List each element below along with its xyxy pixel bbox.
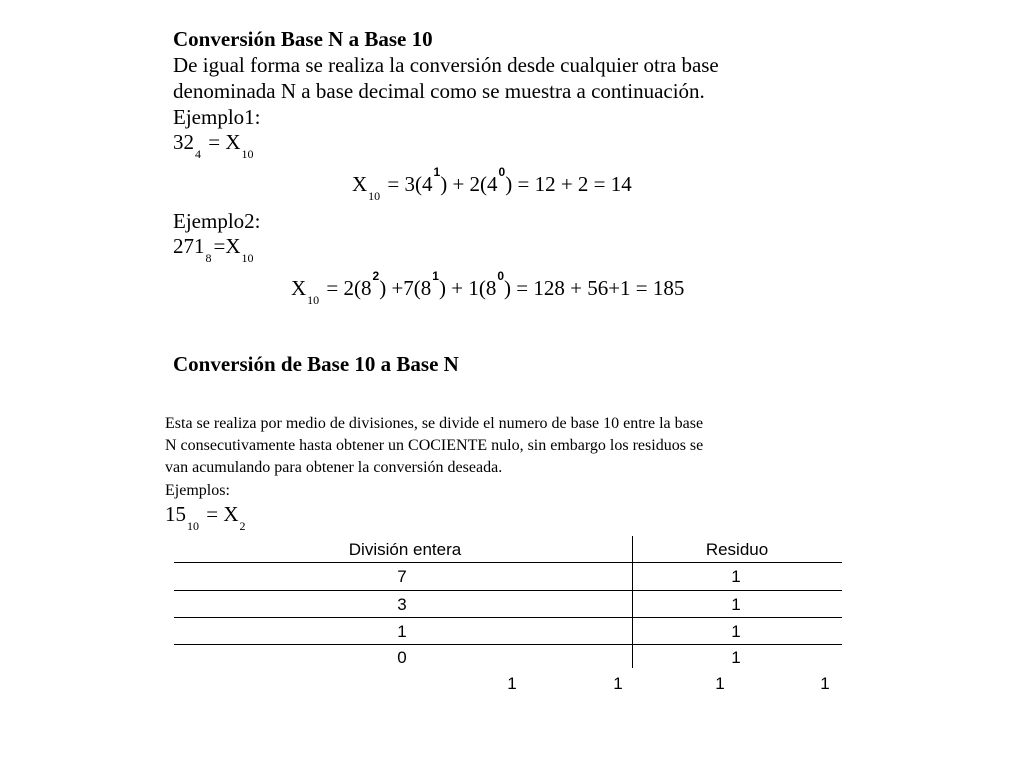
section1-title: Conversión Base N a Base 10 [173,27,433,51]
table-remainder: 1 [731,622,741,641]
example2-base: 8 [205,251,212,265]
example1-number: 32 [173,130,194,154]
example1-target-base: 10 [241,147,254,161]
examples-label: Ejemplos: [165,482,230,499]
formula1-part2: ) + 2(4 [440,172,498,196]
formula1-part1: = 3(4 [382,172,433,196]
example2-equals: =X [213,234,241,258]
table-column-divider [632,536,633,668]
section1-intro-line1: De igual forma se realiza la conversión desde cualquier otra base [173,53,719,77]
example3-base: 10 [187,519,199,533]
table-remainder: 1 [731,595,741,614]
table-header-quotient: División entera [348,540,462,559]
table-header-remainder: Residuo [705,540,769,559]
formula2-exp1: 2 [372,269,380,283]
section2-para-line1: Esta se realiza por medio de divisiones, se divide el numero de base 10 entre la base [165,415,704,432]
table-rule [174,617,842,618]
example1-formula [352,165,632,203]
table-remainder: 1 [731,648,741,667]
formula2-exp2: 1 [432,269,439,283]
example1-equals: = X [203,130,241,154]
table-rule [174,590,842,591]
formula2-part2: ) +7(8 [379,276,432,300]
formula1-lhs: X [352,172,368,196]
example1-problem [173,130,256,161]
table-quotient: 1 [397,622,407,641]
example3-problem [165,502,248,533]
section1-intro-line2: denominada N a base decimal como se muestra a continuación. [173,79,705,103]
table-quotient: 3 [397,595,407,614]
formula1-exp1: 1 [433,165,441,179]
section2-para-line3: van acumulando para obtener la conversión deseada. [165,459,503,476]
result-digit: 1 [507,674,517,693]
table-quotient: 0 [397,648,407,667]
section2-para-line2: N consecutivamente hasta obtener un COCIENTE nulo, sin embargo los residuos se [165,437,704,454]
formula2-exp3: 0 [497,269,505,283]
example1-base: 4 [195,147,201,161]
result-digit: 1 [613,674,623,693]
formula2-lhs: X [291,276,307,300]
formula1-part3: ) = 12 + 2 = 14 [505,172,632,196]
example3-equals: = X [201,502,239,526]
section2-title: Conversión de Base 10 a Base N [173,352,459,376]
formula2-part1: = 2(8 [321,276,372,300]
example1-label: Ejemplo1: [173,105,261,129]
example2-label: Ejemplo2: [173,209,261,233]
example3-target-base: 2 [239,519,246,533]
table-quotient: 7 [397,567,407,586]
example2-formula [291,269,685,307]
table-remainder: 1 [731,567,741,586]
result-digit: 1 [715,674,725,693]
formula2-part4: ) = 128 + 56+1 = 185 [504,276,685,300]
example2-problem [173,234,256,265]
example2-number: 271 [173,234,205,258]
example3-number: 15 [165,502,186,526]
result-digit: 1 [820,674,830,693]
table-rule [174,644,842,645]
formula2-lhs-sub: 10 [307,293,320,307]
table-rule [174,562,842,563]
formula2-part3: ) + 1(8 [438,276,497,300]
formula1-lhs-sub: 10 [368,189,381,203]
formula1-exp2: 0 [498,165,506,179]
example2-target-base: 10 [241,251,254,265]
